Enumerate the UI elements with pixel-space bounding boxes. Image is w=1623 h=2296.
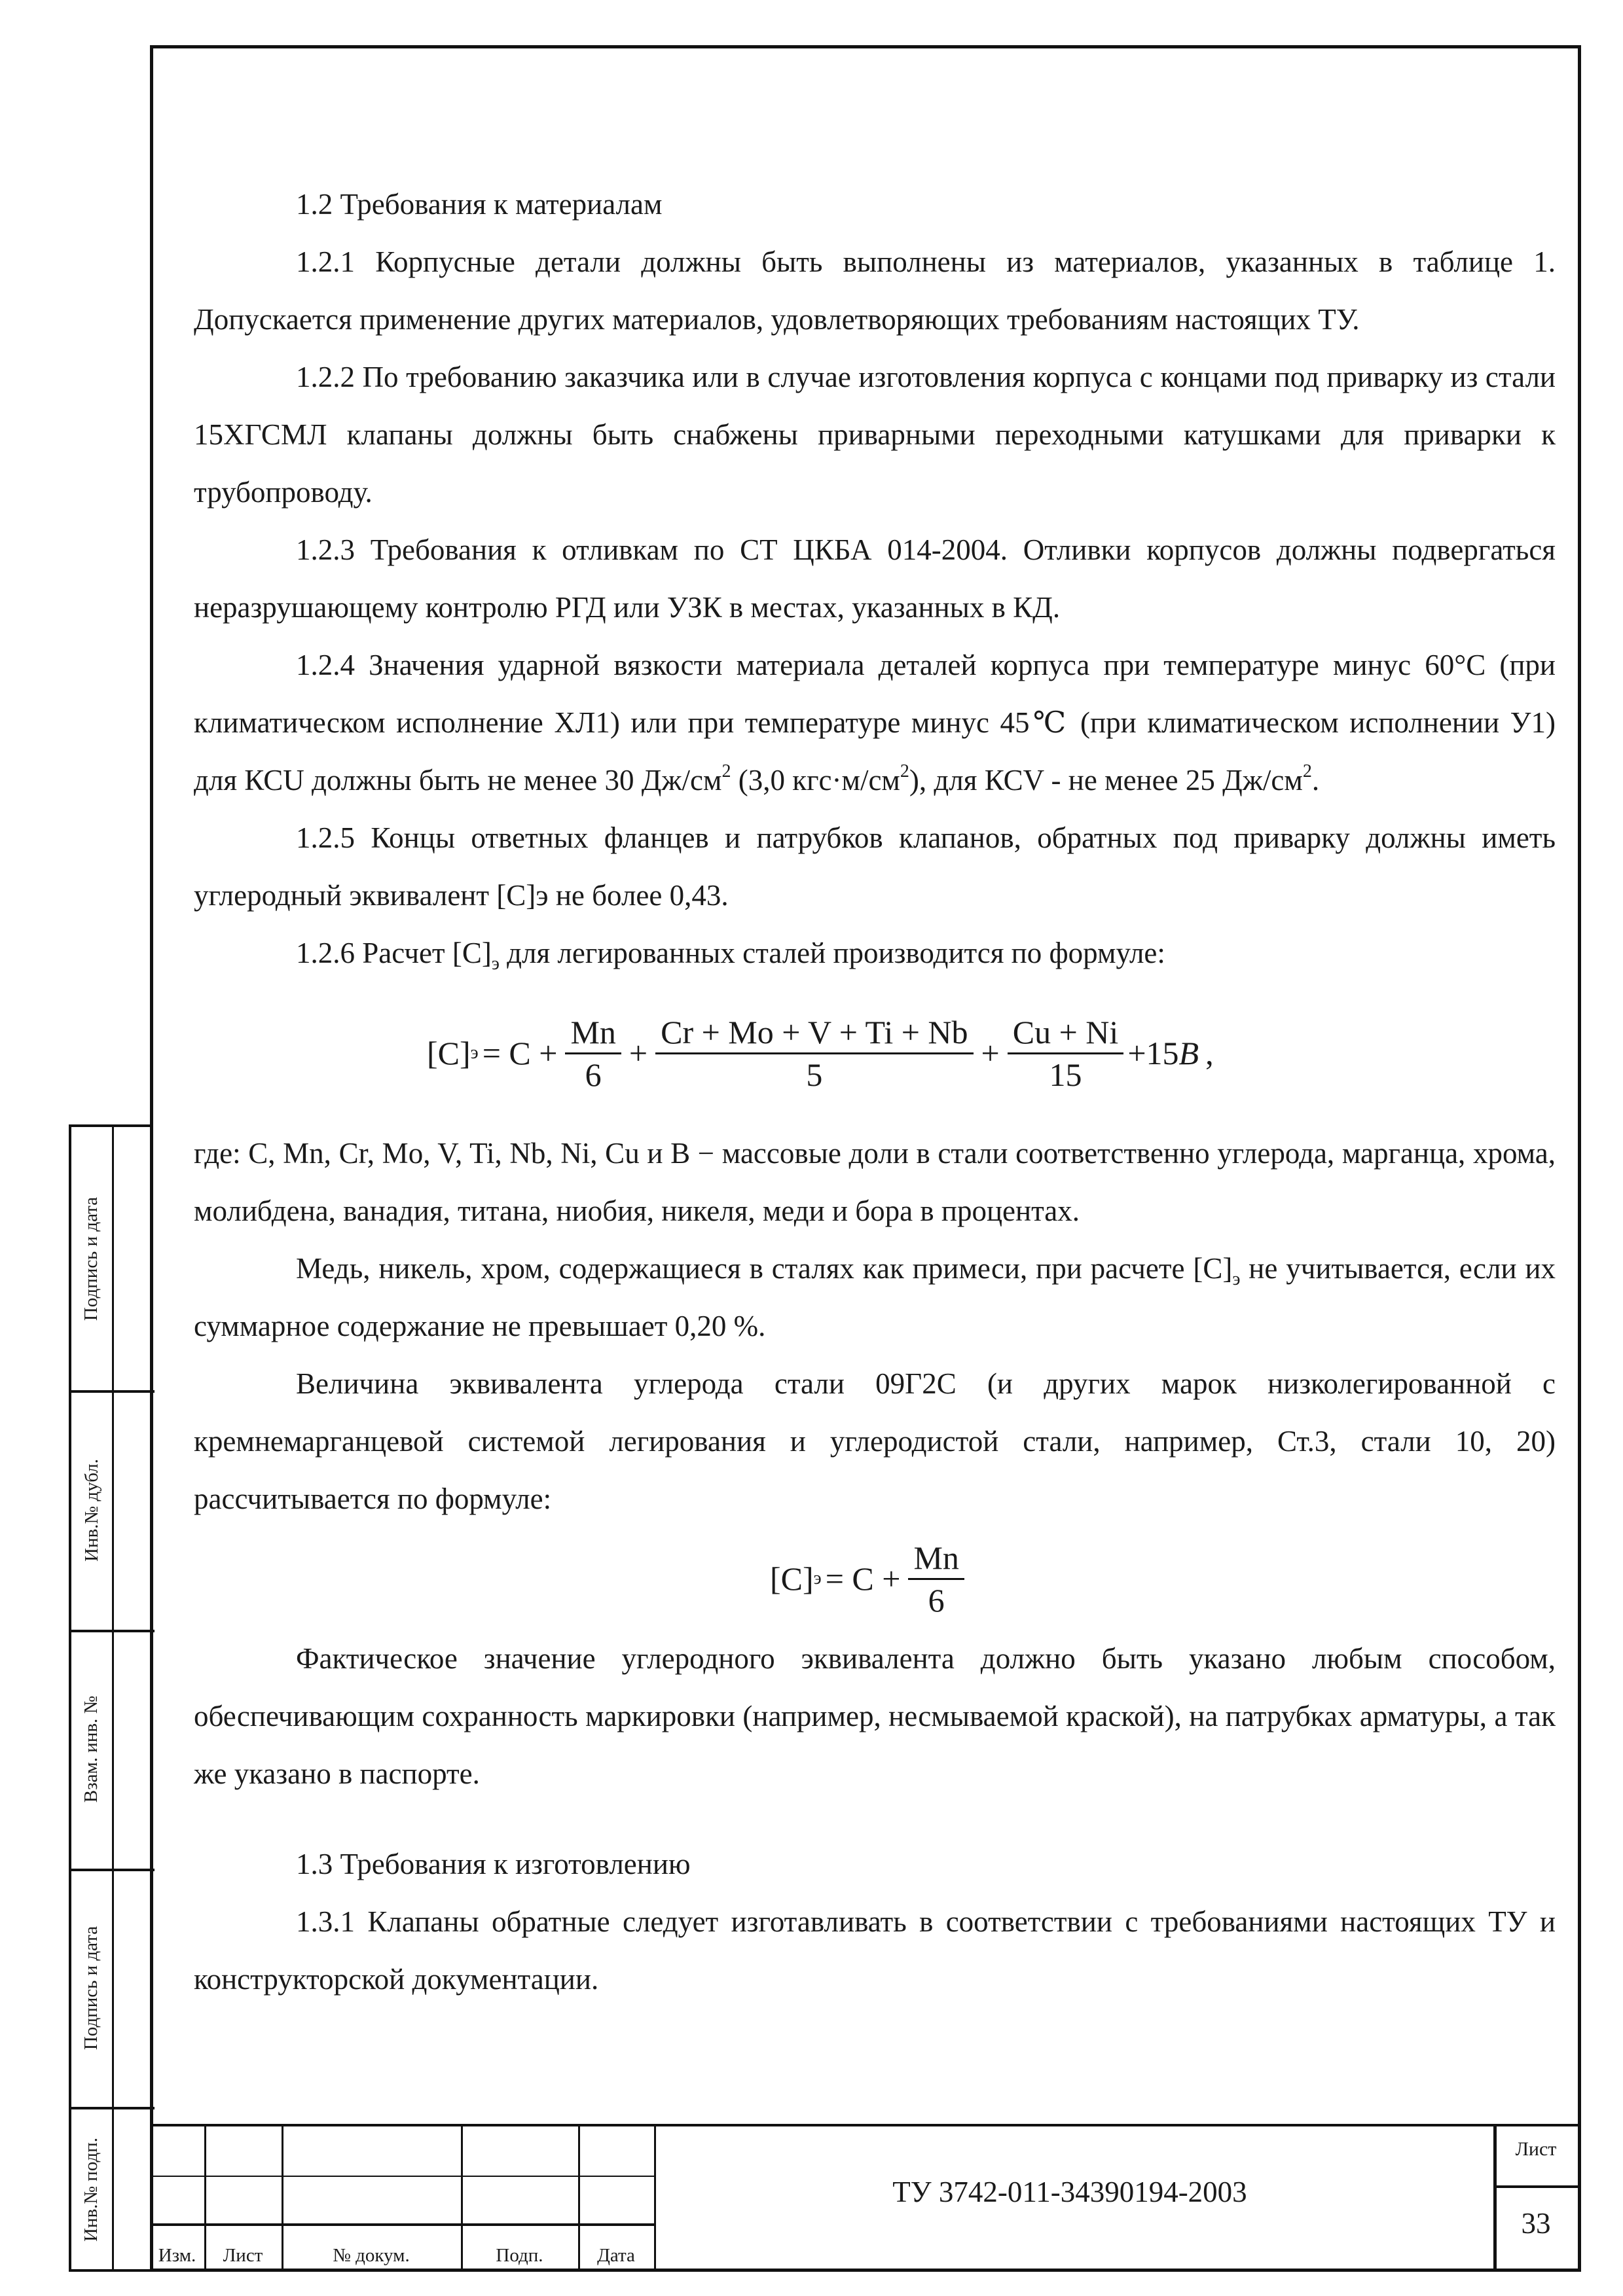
paragraph-1-3-1: 1.3.1 Клапаны обратные следует изготавливать в соответствии с требованиями настоящих ТУ и конструкторской документации. [194, 1905, 1556, 1996]
fraction-mn-denominator: 6 [585, 1056, 602, 1093]
fraction-cu-ni-numerator: Cu + Ni [1008, 1013, 1124, 1054]
fraction-alloys-numerator: Cr + Mo + V + Ti + Nb [655, 1013, 973, 1054]
formula-equals-c: = C + [482, 1035, 558, 1071]
paragraph-1-2-4 [194, 636, 1556, 809]
side-stamp-signature-date-top: Подпись и дата [81, 1196, 102, 1321]
fraction-cu-ni-denominator: 15 [1049, 1056, 1082, 1093]
title-block-col-doc-number: № докум. [333, 2245, 410, 2266]
paragraph-1-2-6-text-b: для легированных сталей производится по формуле: [499, 937, 1165, 969]
title-block-col-date: Дата [597, 2245, 635, 2266]
paragraph-1-2-6-text-a: 1.2.6 Расчет [С] [296, 937, 492, 969]
formula2-lhs: [C] [770, 1560, 814, 1597]
title-block [150, 2124, 1581, 2272]
fraction2-mn-numerator: Mn [908, 1539, 964, 1580]
fraction-alloys-denominator: 5 [806, 1056, 823, 1093]
side-stamp-original-inv: Инв.№ подп. [81, 2137, 102, 2242]
title-block-col-signature: Подп. [496, 2245, 543, 2266]
paragraph-1-2-5: 1.2.5 Концы ответных фланцев и патрубков клапанов, обратных под приварку должны иметь углеродный эквивалент [С]э не более 0,43. [194, 821, 1556, 912]
document-body [194, 175, 1556, 2008]
formula-tail-variable: B [1178, 1035, 1199, 1071]
superscript-2-c: 2 [1302, 761, 1312, 781]
paragraph-1-2-2: 1.2.2 По требованию заказчика или в случае изготовления корпуса с концами под приварку из стали 15ХГСМЛ клапаны должны быть снабжены приварными переходными катушками для приварки к трубопроводу. [194, 361, 1556, 509]
paragraph-1-2-4-text-a: 1.2.4 Значения ударной вязкости материала деталей корпуса при температуре минус 60°С (при климатическом исполнение ХЛ1) или при температуре минус 45℃ (при климатическом исполнении У1) для КСU должны быть не менее 30 Дж/см [194, 649, 1556, 797]
paragraph-impurities-text-a: Медь, никель, хром, содержащиеся в сталях как примеси, при расчете [С] [296, 1252, 1233, 1285]
paragraph-where: где: С, Mn, Cr, Mo, V, Ti, Nb, Ni, Cu и В − массовые доли в стали соответственно углерода, марганца, хрома, молибдена, ванадия, титана, ниобия, никеля, меди и бора в процентах. [194, 1137, 1556, 1227]
sheet-label: Лист [1515, 2138, 1557, 2160]
section-heading-1-2: 1.2 Требования к материалам [296, 188, 663, 221]
formula-plus: + [981, 1035, 1000, 1071]
title-block-col-sheet: Лист [223, 2245, 263, 2266]
paragraph-actual-value: Фактическое значение углеродного эквивалента должно быть указано любым способом, обеспечивающим сохранность маркировки (например, несмываемой краской), на патрубках арматуры, а так же указано в паспорте. [194, 1642, 1556, 1790]
paragraph-impurities-text-b: не учитывается, если их суммарное содержание не превышает 0,20 %. [194, 1252, 1556, 1342]
formula-plus: + [629, 1035, 648, 1071]
paragraph-1-2-3: 1.2.3 Требования к отливкам по СТ ЦКБА 014-2004. Отливки корпусов должны подвергаться неразрушающему контролю РГД или УЗК в местах, указанных в КД. [194, 533, 1556, 624]
paragraph-1-2-6 [194, 924, 1556, 982]
document-code: ТУ 3742-011-34390194-2003 [892, 2176, 1247, 2208]
side-stamp [69, 1124, 152, 2272]
subscript-e: э [491, 954, 500, 974]
paragraph-1-2-4-text-c: ), для КСV - не менее 25 Дж/см [909, 764, 1303, 797]
fraction2-mn [908, 1539, 964, 1619]
paragraph-impurities [194, 1240, 1556, 1355]
paragraph-1-2-1: 1.2.1 Корпусные детали должны быть выполнены из материалов, указанных в таблице 1. Допускается применение других материалов, удовлетворяющих требованиям настоящих ТУ. [194, 245, 1556, 336]
side-stamp-signature-date-bottom: Подпись и дата [81, 1926, 102, 2050]
side-stamp-replacement-inv: Взам. инв. № [81, 1695, 102, 1803]
fraction2-mn-denominator: 6 [928, 1581, 945, 1619]
paragraph-1-2-4-text-b: (3,0 кгс·м/см [731, 764, 900, 797]
formula-comma: , [1205, 1035, 1214, 1071]
section-heading-1-3: 1.3 Требования к изготовлению [296, 1848, 691, 1880]
side-stamp-duplicate-inv: Инв.№ дубл. [81, 1458, 102, 1562]
carbon-equivalent-formula: [C] э = C + $\frac{Mn}{6}$ + $\frac{Cr + Mo + V + Ti + Nb}{5}$ + $\frac{Cu + Ni}{15}$ +15 B , [427, 1013, 1214, 1093]
formula-tail: +15 [1127, 1035, 1179, 1071]
fraction-cu-ni [1008, 1013, 1124, 1094]
title-block-col-change: Изм. [158, 2245, 196, 2266]
subscript-e: э [1232, 1269, 1241, 1289]
superscript-2-b: 2 [900, 761, 909, 781]
formula2-equals-c: = C + [825, 1560, 901, 1597]
formula-lhs: [C] [427, 1035, 471, 1071]
carbon-equivalent-simple-formula: [C] э = C + $\frac{Mn}{6}$ [194, 1528, 1556, 1630]
paragraph-1-2-4-text-d: . [1311, 764, 1320, 797]
superscript-2-a: 2 [721, 761, 731, 781]
paragraph-steel-09g2s: Величина эквивалента углерода стали 09Г2С (и других марок низколегированной с кремнемарганцевой системой легирования и углеродистой стали, например, Ст.3, стали 10, 20) рассчитывается по формуле: [194, 1367, 1556, 1515]
fraction-mn [565, 1013, 621, 1094]
fraction-alloys [655, 1013, 973, 1094]
fraction-mn-numerator: Mn [565, 1013, 621, 1054]
sheet-number: 33 [1521, 2207, 1551, 2240]
